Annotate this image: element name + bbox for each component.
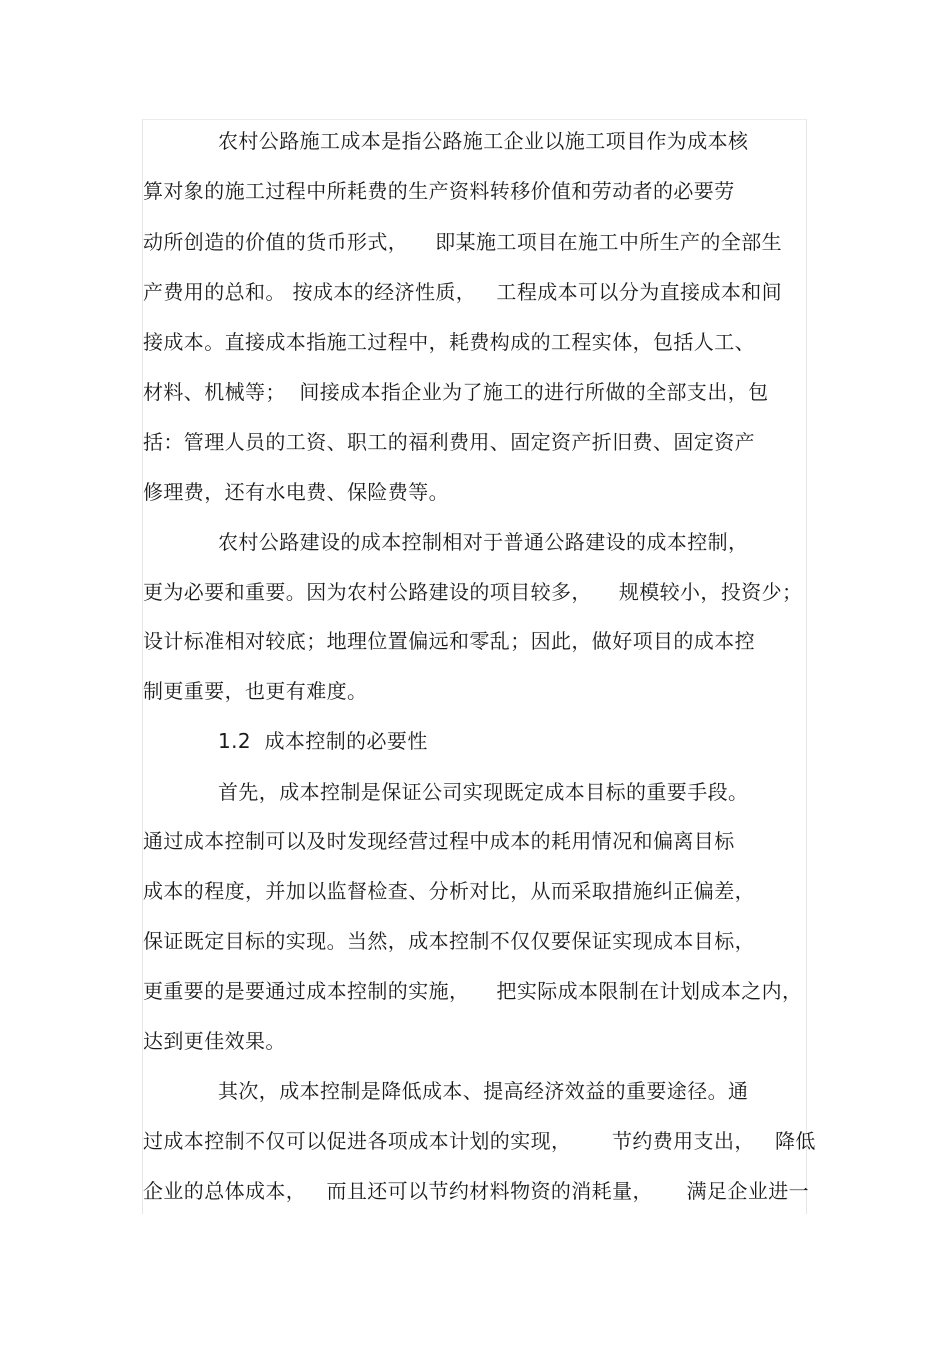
paragraph-3-line-5: 更重要的是要通过成本控制的实施， 把实际成本限制在计划成本之内，: [143, 979, 803, 1003]
paragraph-1-line-6: 材料、机械等； 间接成本指企业为了施工的进行所做的全部支出，包: [143, 380, 769, 404]
paragraph-4-line-3: 企业的总体成本， 而且还可以节约材料物资的消耗量， 满足企业进一: [143, 1179, 810, 1203]
section-heading: 1.2 成本控制的必要性: [218, 729, 428, 753]
paragraph-3-line-1: 首先，成本控制是保证公司实现既定成本目标的重要手段。: [218, 780, 749, 804]
paragraph-1-line-7: 括：管理人员的工资、职工的福利费用、固定资产折旧费、固定资产: [143, 430, 755, 454]
paragraph-3-line-6: 达到更佳效果。: [143, 1029, 286, 1053]
paragraph-1-line-4: 产费用的总和。 按成本的经济性质， 工程成本可以分为直接成本和间: [143, 280, 783, 304]
paragraph-3-line-2: 通过成本控制可以及时发现经营过程中成本的耗用情况和偏离目标: [143, 829, 735, 853]
paragraph-4-line-1: 其次，成本控制是降低成本、提高经济效益的重要途径。通: [218, 1079, 749, 1103]
paragraph-1-line-1: 农村公路施工成本是指公路施工企业以施工项目作为成本核: [218, 129, 749, 153]
paragraph-2-line-4: 制更重要，也更有难度。: [143, 679, 368, 703]
paragraph-4-line-2: 过成本控制不仅可以促进各项成本计划的实现， 节约费用支出， 降低: [143, 1129, 816, 1153]
paragraph-2-line-2: 更为必要和重要。因为农村公路建设的项目较多， 规模较小，投资少；: [143, 580, 803, 604]
paragraph-2-line-1: 农村公路建设的成本控制相对于普通公路建设的成本控制，: [218, 530, 749, 554]
paragraph-3-line-4: 保证既定目标的实现。当然，成本控制不仅仅要保证实现成本目标，: [143, 929, 755, 953]
paragraph-1-line-2: 算对象的施工过程中所耗费的生产资料转移价值和劳动者的必要劳: [143, 179, 735, 203]
paragraph-3-line-3: 成本的程度，并加以监督检查、分析对比，从而采取措施纠正偏差，: [143, 879, 755, 903]
paragraph-1-line-3: 动所创造的价值的货币形式， 即某施工项目在施工中所生产的全部生: [143, 230, 783, 254]
paragraph-1-line-5: 接成本。直接成本指施工过程中，耗费构成的工程实体，包括人工、: [143, 330, 755, 354]
paragraph-2-line-3: 设计标准相对较底；地理位置偏远和零乱；因此，做好项目的成本控: [143, 629, 755, 653]
paragraph-1-line-8: 修理费，还有水电费、保险费等。: [143, 480, 449, 504]
